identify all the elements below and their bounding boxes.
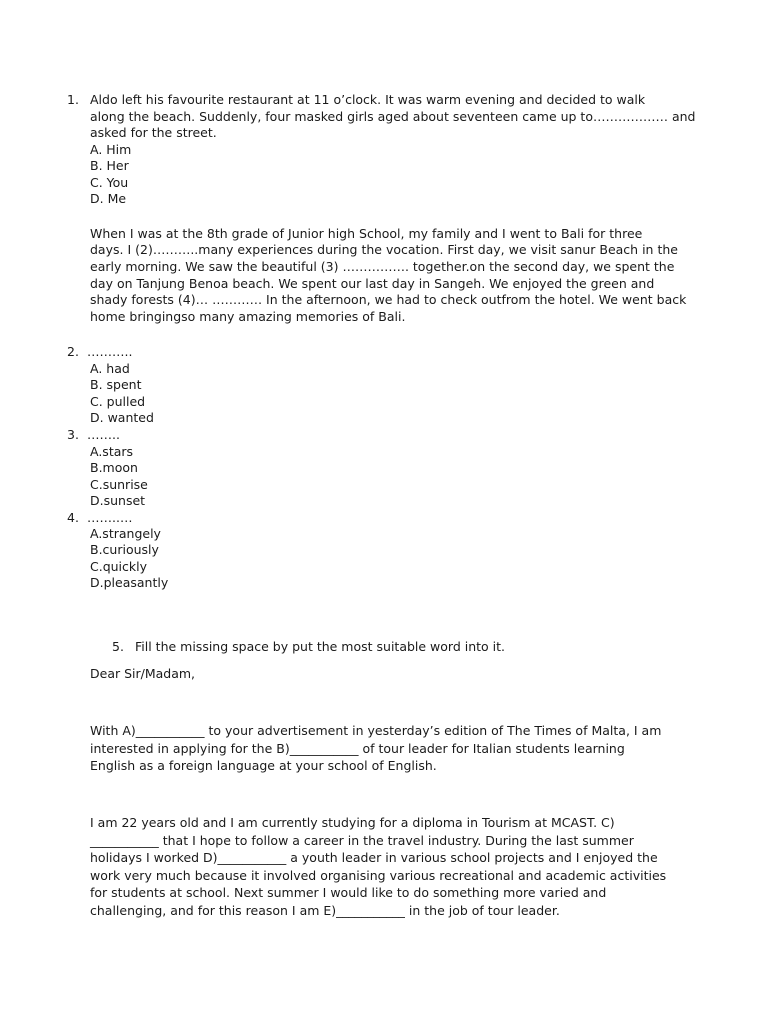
question-2-option-c: C. pulled [90, 394, 146, 409]
letter-para2-line-4: work very much because it involved organising various recreational and academic activities [90, 868, 667, 883]
question-2-option-a: A. had [90, 361, 130, 376]
letter-para2-line-2: ___________ that I hope to follow a career in the travel industry. During the last summer [90, 833, 634, 848]
question-4-option-d: D.pleasantly [90, 575, 169, 590]
question-1-line-2: along the beach. Suddenly, four masked girls aged about seventeen came up to……………… and [90, 109, 696, 124]
letter-para2-line-1: I am 22 years old and I am currently studying for a diploma in Tourism at MCAST. C) [90, 815, 615, 830]
question-3-option-d: D.sunset [90, 493, 146, 508]
passage-line-1: When I was at the 8th grade of Junior high School, my family and I went to Bali for three [90, 226, 643, 241]
question-1-line-1: Aldo left his favourite restaurant at 11 o’clock. It was warm evening and decided to walk [90, 92, 646, 107]
letter-para1-line-1: With A)___________ to your advertisement in yesterday’s edition of The Times of Malta, I am [90, 723, 662, 738]
question-4-option-b: B.curiously [90, 542, 159, 557]
letter-salutation: Dear Sir/Madam, [90, 666, 196, 681]
question-2-option-b: B. spent [90, 377, 142, 392]
question-2-option-d: D. wanted [90, 410, 154, 425]
question-1-number: 1. [67, 92, 79, 107]
letter-para2-line-3: holidays I worked D)___________ a youth leader in various school projects and I enjoyed the [90, 850, 658, 865]
letter-para1-line-3: English as a foreign language at your school of English. [90, 758, 437, 773]
letter-para2-line-5: for students at school. Next summer I would like to do something more varied and [90, 885, 607, 900]
question-3-option-b: B.moon [90, 460, 138, 475]
question-2-number: 2. [67, 344, 79, 359]
question-2-blank: ……….. [87, 344, 133, 359]
question-4-number: 4. [67, 510, 79, 525]
question-3-option-a: A.stars [90, 444, 134, 459]
letter-para1-line-2: interested in applying for the B)___________ of tour leader for Italian students learning [90, 741, 625, 756]
passage-line-5: shady forests (4)… ………… In the afternoon, we had to check outfrom the hotel. We went back [90, 292, 687, 307]
passage-line-2: days. I (2)………..many experiences during the vocation. First day, we visit sanur Beach in the [90, 242, 678, 257]
question-1-option-d: D. Me [90, 191, 127, 206]
question-5-number: 5. [112, 639, 124, 654]
question-1-option-b: B. Her [90, 158, 129, 173]
passage-line-6: home bringingso many amazing memories of Bali. [90, 309, 406, 324]
question-4-option-a: A.strangely [90, 526, 161, 541]
question-3-option-c: C.sunrise [90, 477, 148, 492]
question-3-blank: …….. [87, 427, 120, 442]
question-5-instruction: Fill the missing space by put the most suitable word into it. [135, 639, 506, 654]
question-1-option-a: A. Him [90, 142, 132, 157]
question-4-blank: ……..… [87, 510, 133, 525]
passage-line-4: day on Tanjung Benoa beach. We spent our last day in Sangeh. We enjoyed the green and [90, 276, 655, 291]
letter-para2-line-6: challenging, and for this reason I am E)___________ in the job of tour leader. [90, 903, 560, 918]
question-4-option-c: C.quickly [90, 559, 148, 574]
question-1-line-3: asked for the street. [90, 125, 217, 140]
question-3-number: 3. [67, 427, 79, 442]
question-1-option-c: C. You [90, 175, 129, 190]
passage-line-3: early morning. We saw the beautiful (3) ……………. together.on the second day, we spent the [90, 259, 675, 274]
